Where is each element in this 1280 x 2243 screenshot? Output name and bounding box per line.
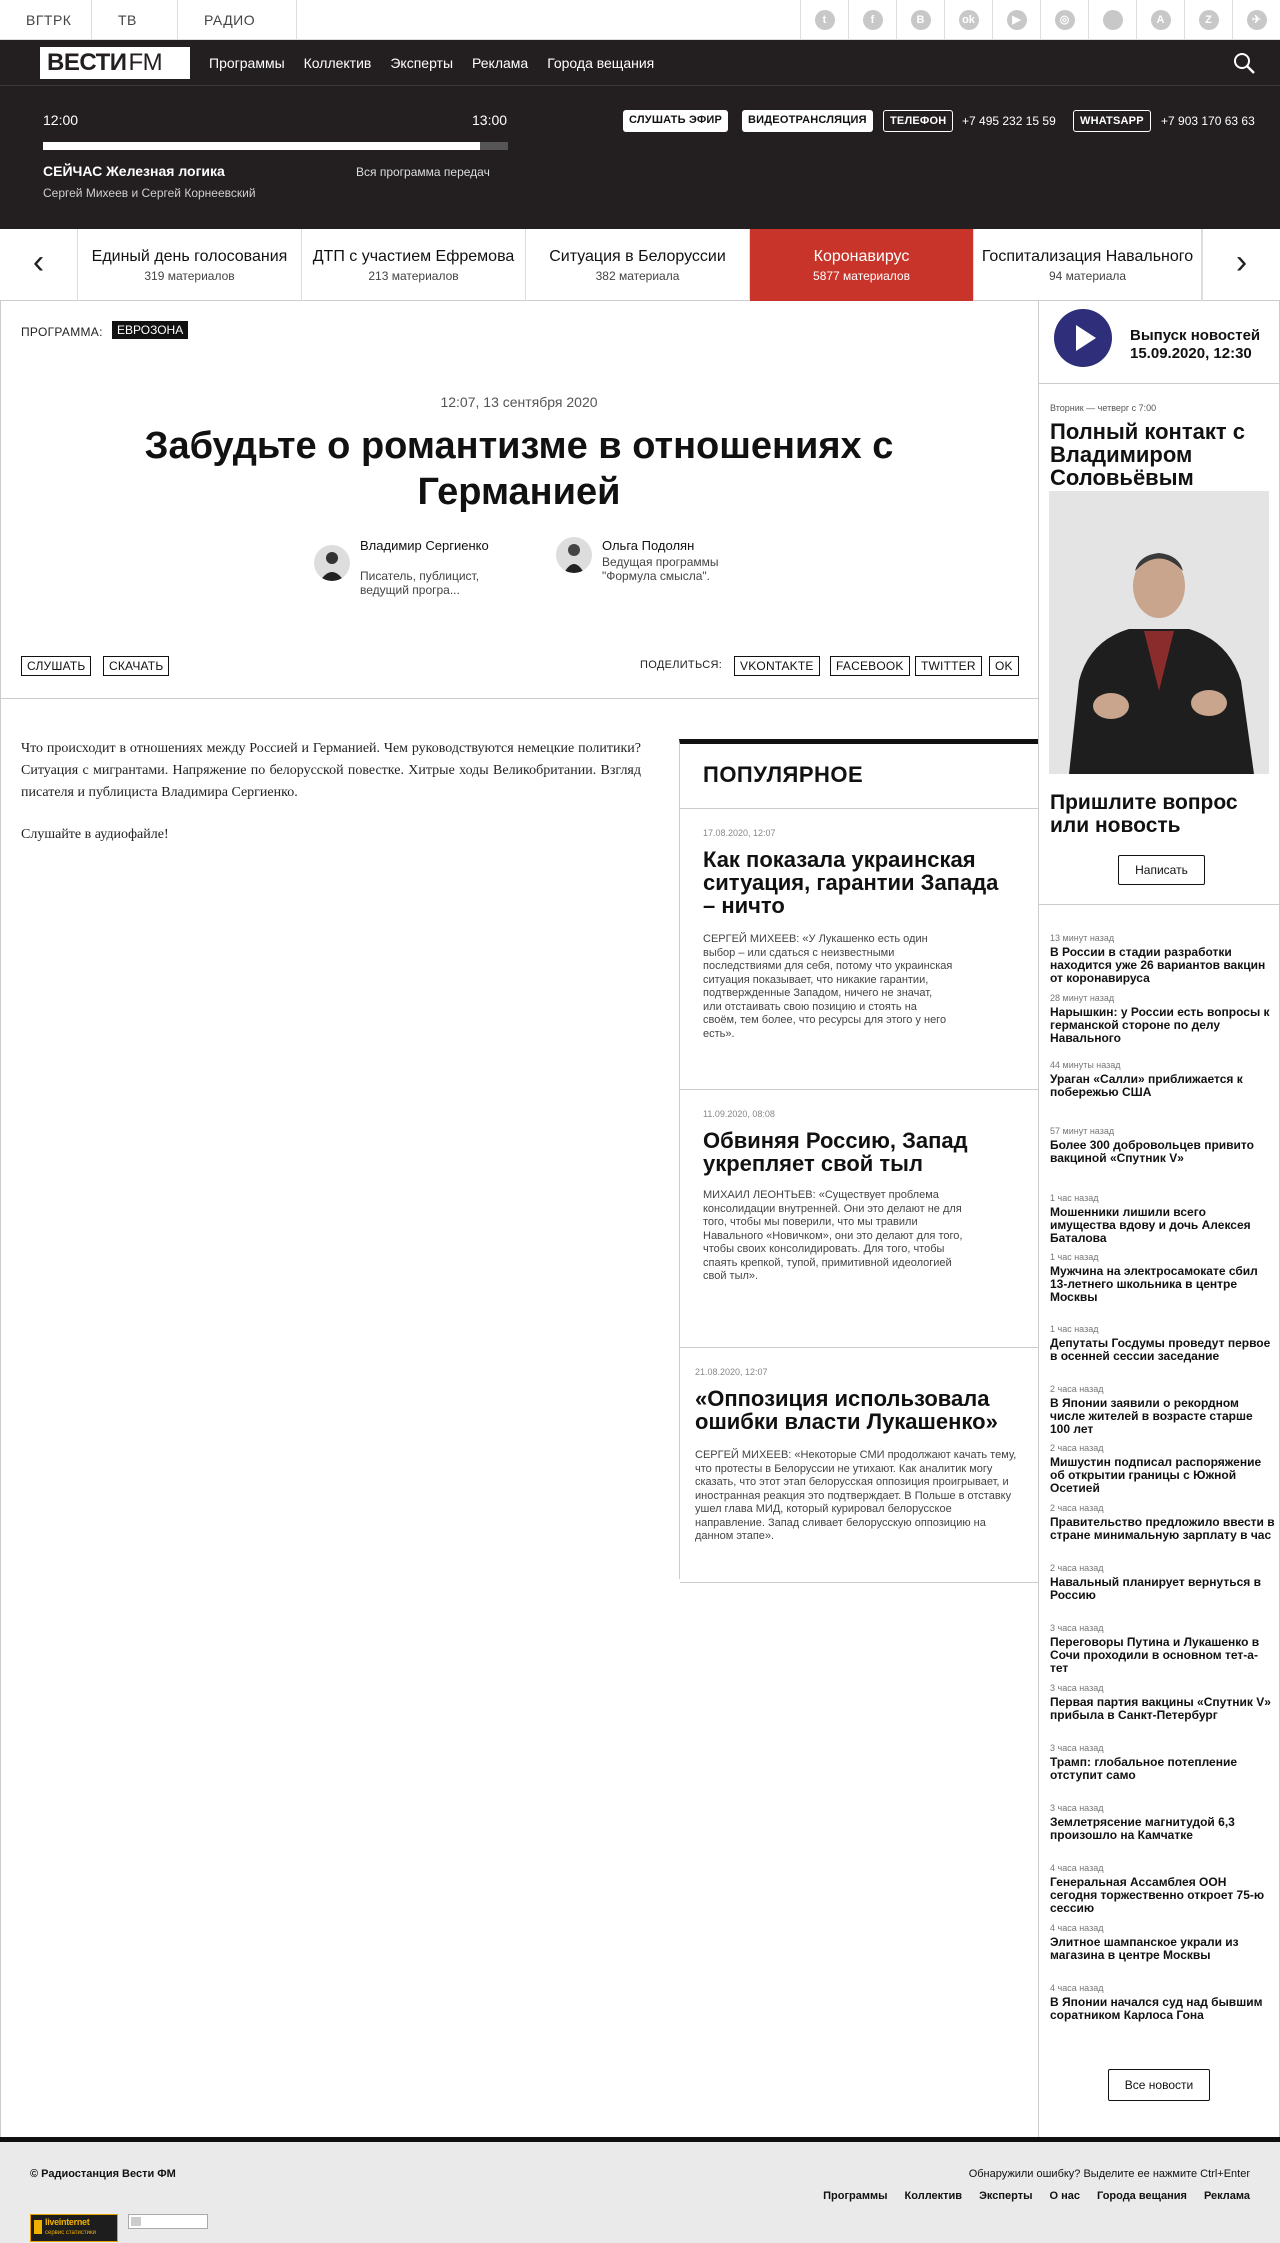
footer-link-cities[interactable]: Города вещания	[1097, 2190, 1187, 2202]
news-item[interactable]	[1050, 1863, 1275, 1915]
divider	[1039, 904, 1279, 905]
article-title: Забудьте о романтизме в отношениях с Германией	[144, 425, 894, 513]
topic-item-active[interactable]	[750, 229, 974, 301]
share-vk-button[interactable]: VKONTAKTE	[734, 656, 820, 676]
news-title: В Японии заявили о рекордном числе жителей в возрасте старше 100 лет	[1050, 1396, 1253, 1436]
avatar	[556, 537, 592, 573]
footer-links	[823, 2190, 1250, 2202]
site-logo[interactable]	[40, 47, 190, 79]
time-start: 12:00	[43, 112, 79, 128]
article-date: 12:07, 13 сентября 2020	[440, 394, 598, 410]
news-item[interactable]	[1050, 1443, 1275, 1495]
news-title: Правительство предложило ввести в стране минимальную зарплату в час	[1050, 1515, 1275, 1542]
nav-team[interactable]: Коллектив	[303, 55, 372, 71]
search-icon[interactable]	[1232, 51, 1256, 75]
news-title: Мужчина на электросамокате сбил 13-летнего школьника в центре Москвы	[1050, 1264, 1258, 1304]
footer-link-experts[interactable]: Эксперты	[979, 2190, 1033, 2202]
phone-button[interactable]: ТЕЛЕФОН	[883, 110, 953, 132]
topic-title: ДТП с участием Ефремова	[312, 248, 515, 265]
article-body	[21, 738, 641, 866]
main-nav	[0, 40, 1280, 86]
news-item[interactable]	[1050, 1193, 1275, 1245]
show-title[interactable]: Полный контакт с Владимиром Соловьёвым	[1050, 419, 1245, 490]
popular-date: 17.08.2020, 12:07	[703, 828, 776, 838]
topic-title: Госпитализация Навального	[981, 248, 1194, 265]
vkontakte-icon: B	[911, 10, 931, 30]
news-time: 2 часа назад	[1050, 1503, 1104, 1513]
author-desc: Ведущая программы "Формула смысла".	[602, 555, 719, 583]
news-item[interactable]	[1050, 1743, 1275, 1782]
telegram-link[interactable]	[1232, 0, 1280, 40]
popular-text: МИХАИЛ ЛЕОНТЬЕВ: «Существует проблема консолидации внутренней. Они это делают не для того, чтобы мы поверили, что мы травили Навального «Новичком», они это делают для того, чтобы своих консолидировать. Для того, чтобы спаять крепкой, тупой, примитивной идеологией свой тыл».	[703, 1189, 963, 1282]
vkontakte-link[interactable]	[896, 0, 944, 40]
phone-number: +7 495 232 15 59	[962, 114, 1056, 128]
write-button[interactable]: Написать	[1118, 855, 1205, 885]
chevron-left-icon[interactable]: ‹	[0, 229, 78, 301]
footer-link-team[interactable]: Коллектив	[904, 2190, 963, 2202]
all-news-button[interactable]: Все новости	[1108, 2069, 1210, 2101]
news-item[interactable]	[1050, 1923, 1275, 1962]
popular-text: СЕРГЕЙ МИХЕЕВ: «Некоторые СМИ продолжают качать тему, что протесты в Белоруссии не утихают. Как аналитик могу сказать, что этот этап белорусская оппозиция проигрывает, и иностранная реакция это подтверждает. В Польше в отставку ушел глава МИД, который курировал белорусское направление. Запад сливает белорусскую оппозицию на данном этапе».	[695, 1449, 1017, 1542]
topic-count: 382 материала	[595, 269, 680, 283]
link-tv[interactable]: ТВ	[92, 0, 178, 40]
news-item[interactable]	[1050, 1126, 1275, 1165]
time-end: 13:00	[472, 112, 508, 128]
news-time: 3 часа назад	[1050, 1623, 1104, 1633]
news-item[interactable]	[1050, 1252, 1275, 1304]
news-title: Мишустин подписал распоряжение об открытии границы с Южной Осетией	[1050, 1455, 1262, 1495]
apple-link[interactable]	[1088, 0, 1136, 40]
twitter-icon: t	[815, 10, 835, 30]
error-note: Обнаружили ошибку? Выделите ее нажмите Ctrl+Enter	[968, 2168, 1250, 2180]
video-stream-button[interactable]: ВИДЕОТРАНСЛЯЦИЯ	[742, 110, 873, 132]
now-playing	[43, 163, 225, 179]
news-item[interactable]	[1050, 993, 1275, 1045]
popular-card[interactable]	[680, 808, 1038, 1089]
footer-link-programs[interactable]: Программы	[823, 2190, 888, 2202]
program-label: ПРОГРАММА:	[21, 325, 103, 339]
news-item[interactable]	[1050, 933, 1275, 985]
popular-title: «Оппозиция использовала ошибки власти Лукашенко»	[695, 1386, 998, 1434]
send-news-title: Пришлите вопрос или новость	[1050, 791, 1238, 837]
divider	[1039, 383, 1279, 384]
news-title: Генеральная Ассамблея ООН сегодня торжественно откроет 75-ю сессию	[1050, 1875, 1265, 1915]
progress-bar[interactable]	[43, 142, 508, 150]
instagram-icon: ◎	[1055, 10, 1075, 30]
all-programs-link[interactable]: Вся программа передач	[356, 165, 490, 179]
youtube-icon: ▶	[1007, 10, 1027, 30]
news-time: 3 часа назад	[1050, 1743, 1104, 1753]
progress-fill	[43, 142, 480, 150]
news-title: Землетрясение магнитудой 6,3 произошло на Камчатке	[1050, 1815, 1235, 1842]
news-title: Более 300 добровольцев привито вакциной «Спутник V»	[1050, 1138, 1254, 1165]
article-paragraph: Что происходит в отношениях между Россией и Германией. Чем руководствуются немецкие политики? Ситуация с мигрантами. Напряжение по белорусской повестке. Хитрые ходы Великобритании. Взгляд писателя и публициста Владимира Сергиенко.	[21, 741, 641, 800]
topic-item[interactable]	[78, 229, 302, 301]
news-item[interactable]	[1050, 1060, 1275, 1099]
android-link[interactable]	[1136, 0, 1184, 40]
article-paragraph: Слушайте в аудиофайле!	[21, 827, 169, 842]
footer	[0, 2137, 1280, 2243]
show-schedule: Вторник — четверг с 7:00	[1050, 403, 1157, 413]
copyright: © Радиостанция Вести ФМ	[30, 2168, 176, 2180]
news-time: 2 часа назад	[1050, 1443, 1104, 1453]
counter-image-icon	[131, 2217, 141, 2226]
live-player	[0, 86, 1280, 229]
instagram-link[interactable]	[1040, 0, 1088, 40]
footer-link-about[interactable]: О нас	[1049, 2190, 1080, 2202]
topic-item[interactable]	[302, 229, 526, 301]
share-label: ПОДЕЛИТЬСЯ:	[640, 659, 723, 671]
news-title: Переговоры Путина и Лукашенко в Сочи проходили в основном тет-а-тет	[1050, 1635, 1260, 1675]
topic-count: 319 материалов	[144, 269, 235, 283]
zen-icon: Z	[1199, 10, 1219, 30]
topic-item[interactable]	[526, 229, 750, 301]
news-time: 3 часа назад	[1050, 1803, 1104, 1813]
nav-cities[interactable]: Города вещания	[547, 55, 655, 71]
news-item[interactable]	[1050, 1384, 1275, 1436]
now-title: Железная логика	[106, 163, 225, 179]
listen-button[interactable]: СЛУШАТЬ	[21, 656, 91, 676]
popular-block	[679, 739, 1038, 1579]
news-release-label[interactable]: Выпуск новостей 15.09.2020, 12:30	[1130, 327, 1261, 362]
news-time: 3 часа назад	[1050, 1683, 1104, 1693]
news-item[interactable]	[1050, 1563, 1275, 1602]
odnoklassniki-link[interactable]	[944, 0, 992, 40]
news-item[interactable]	[1050, 1803, 1275, 1842]
top-strip	[0, 0, 1280, 40]
popular-text: СЕРГЕЙ МИХЕЕВ: «У Лукашенко есть один выбор – или сдаться с неизвестными последствиями для себя, потому что украинская ситуация показывает, что никакие гарантии, подтвержденные Западом, ничего не значат, или отстаивать свою позицию и стоять на своём, тем более, что ресурсы для этого у него есть».	[703, 933, 953, 1040]
share-facebook-button[interactable]: FACEBOOK	[830, 656, 910, 676]
news-time: 44 минуты назад	[1050, 1060, 1121, 1070]
popular-title: Как показала украинская ситуация, гарантии Запада – ничто	[703, 847, 999, 918]
footer-link-ads[interactable]: Реклама	[1203, 2190, 1250, 2202]
news-title: Мошенники лишили всего имущества вдову и дочь Алексея Баталова	[1050, 1205, 1251, 1245]
apple-icon	[1103, 10, 1123, 30]
news-title: Депутаты Госдумы проведут первое в осенней сессии заседание	[1050, 1336, 1271, 1363]
news-time: 1 час назад	[1050, 1193, 1099, 1203]
now-hosts: Сергей Михеев и Сергей Корнеевский	[43, 186, 256, 200]
author-name: Владимир Сергиенко	[360, 538, 489, 553]
link-vgtrk[interactable]: ВГТРК	[0, 0, 92, 40]
popular-card[interactable]	[680, 1089, 1038, 1347]
column-divider	[1038, 301, 1039, 2137]
share-twitter-button[interactable]: TWITTER	[915, 656, 982, 676]
facebook-link[interactable]	[848, 0, 896, 40]
news-title: Трамп: глобальное потепление отступит само	[1050, 1755, 1238, 1782]
now-label: СЕЙЧАС	[43, 163, 103, 179]
news-time: 57 минут назад	[1050, 1126, 1115, 1136]
counter-logo-icon	[34, 2220, 42, 2234]
nav-experts[interactable]: Эксперты	[390, 55, 454, 71]
topic-count: 5877 материалов	[813, 269, 910, 283]
news-time: 4 часа назад	[1050, 1983, 1104, 1993]
counter-sub: сервис статистики	[45, 2230, 96, 2236]
popular-date: 11.09.2020, 08:08	[703, 1109, 775, 1119]
news-title: В России в стадии разработки находится уже 26 вариантов вакцин от коронавируса	[1050, 945, 1266, 985]
android-icon: A	[1151, 10, 1171, 30]
youtube-link[interactable]	[992, 0, 1040, 40]
facebook-icon: f	[863, 10, 883, 30]
popular-title: Обвиняя Россию, Запад укрепляет свой тыл	[703, 1128, 968, 1176]
news-time: 2 часа назад	[1050, 1563, 1104, 1573]
news-time: 13 минут назад	[1050, 933, 1115, 943]
popular-heading: ПОПУЛЯРНОЕ	[703, 762, 864, 787]
telegram-icon: ✈	[1247, 10, 1267, 30]
news-title: В Японии начался суд над бывшим соратником Карлоса Гона	[1050, 1995, 1263, 2022]
zen-link[interactable]	[1184, 0, 1232, 40]
chevron-right-icon[interactable]: ›	[1202, 229, 1280, 301]
news-time: 2 часа назад	[1050, 1384, 1104, 1394]
logo-fm: FM	[128, 49, 163, 76]
whatsapp-number: +7 903 170 63 63	[1161, 114, 1255, 128]
topic-title: Коронавирус	[813, 248, 910, 265]
popular-card[interactable]	[680, 1347, 1038, 1583]
news-item[interactable]	[1050, 1503, 1275, 1542]
nav-ads[interactable]: Реклама	[472, 55, 529, 71]
news-time: 1 час назад	[1050, 1252, 1099, 1262]
whatsapp-button[interactable]: WHATSAPP	[1073, 110, 1151, 132]
host-photo[interactable]	[1049, 491, 1269, 774]
news-time: 4 часа назад	[1050, 1863, 1104, 1873]
author-name: Ольга Подолян	[602, 538, 695, 553]
popular-date: 21.08.2020, 12:07	[695, 1367, 768, 1377]
social-links	[800, 0, 1280, 40]
counter-badge[interactable]	[128, 2214, 208, 2229]
author-desc: Писатель, публицист, ведущий програ...	[360, 569, 480, 597]
news-time: 28 минут назад	[1050, 993, 1115, 1003]
news-title: Элитное шампанское украли из магазина в центре Москвы	[1050, 1935, 1239, 1962]
topic-count: 94 материала	[1048, 269, 1127, 283]
news-item[interactable]	[1050, 1623, 1275, 1675]
news-time: 4 часа назад	[1050, 1923, 1104, 1933]
link-radio[interactable]: РАДИО	[178, 0, 297, 40]
news-item[interactable]	[1050, 1683, 1275, 1722]
topics-carousel	[0, 229, 1280, 301]
logo-text: ВЕСТИ	[47, 49, 127, 76]
topic-count: 213 материалов	[368, 269, 459, 283]
news-title: Первая партия вакцины «Спутник V» прибыла в Санкт-Петербург	[1050, 1695, 1271, 1722]
divider	[0, 698, 1038, 699]
topic-title: Единый день голосования	[91, 248, 288, 265]
liveinternet-counter[interactable]	[30, 2214, 118, 2242]
download-button[interactable]: СКАЧАТЬ	[103, 656, 169, 676]
news-title: Ураган «Салли» приближается к побережью США	[1050, 1072, 1243, 1099]
avatar	[314, 545, 350, 581]
news-item[interactable]	[1050, 1324, 1275, 1363]
twitter-link[interactable]	[800, 0, 848, 40]
news-title: Нарышкин: у России есть вопросы к германской стороне по делу Навального	[1050, 1005, 1270, 1045]
listen-live-button[interactable]: СЛУШАТЬ ЭФИР	[623, 110, 728, 132]
play-icon[interactable]	[1054, 309, 1112, 367]
news-title: Навальный планирует вернуться в Россию	[1050, 1575, 1261, 1602]
topic-item[interactable]	[974, 229, 1202, 301]
odnoklassniki-icon: ok	[959, 10, 979, 30]
news-item[interactable]	[1050, 1983, 1275, 2022]
share-ok-button[interactable]: OK	[989, 656, 1019, 676]
program-tag[interactable]: ЕВРОЗОНА	[112, 321, 188, 339]
nav-programs[interactable]: Программы	[209, 55, 285, 71]
topic-title: Ситуация в Белоруссии	[549, 248, 726, 265]
news-time: 1 час назад	[1050, 1324, 1099, 1334]
counter-brand: liveinternet	[45, 2217, 90, 2227]
